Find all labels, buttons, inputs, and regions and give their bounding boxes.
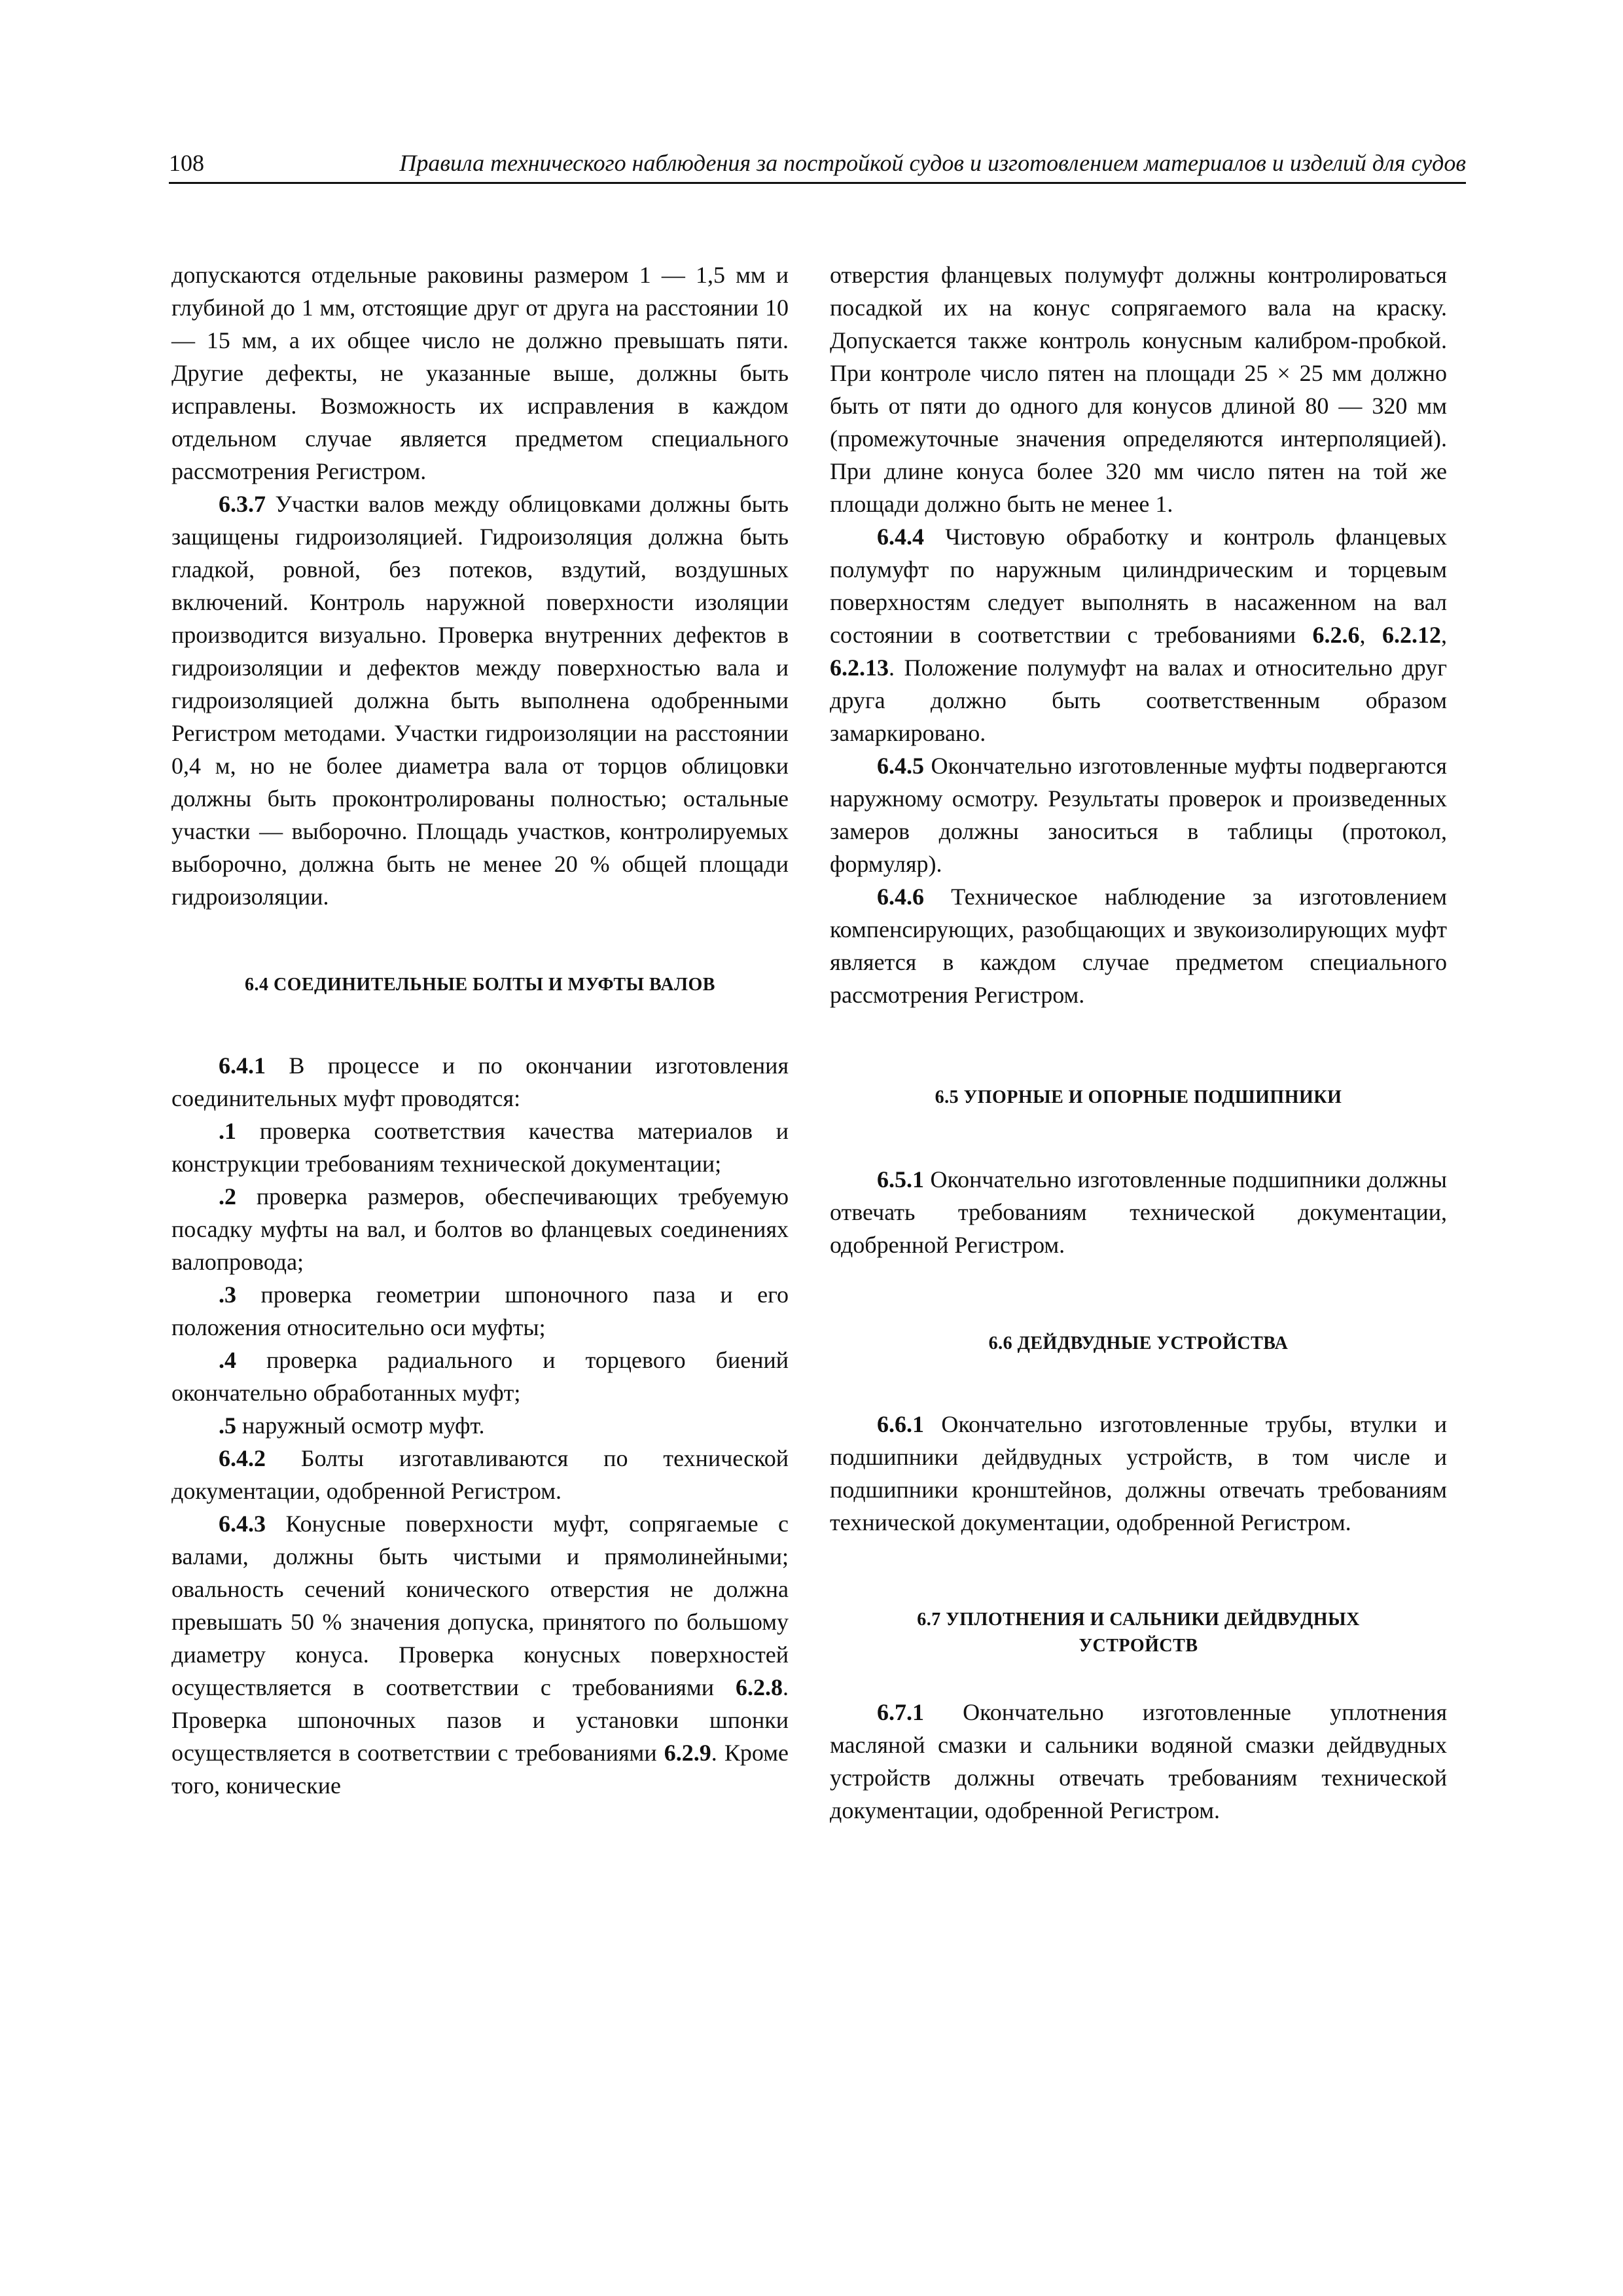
section-heading-6-7 — [830, 1607, 1447, 1659]
paragraph-6-5-1 — [830, 1163, 1447, 1261]
item-number: .2 — [219, 1183, 236, 1210]
heading-line-1: 6.7 УПЛОТНЕНИЯ И САЛЬНИКИ ДЕЙДВУДНЫХ — [917, 1609, 1360, 1630]
list-item-3 — [171, 1278, 789, 1344]
clause-text: Участки валов между облицовками должны быть защищены гидроизоляцией. Гидроизоляция должна быть гладкой, ровной, без потеков, вздутий, воздушных включений. Контроль наружной поверхности изоляции производится визуально. Проверка внутренних дефектов в гидроизоляции и дефектов между поверхностью вала и гидроизоляцией должна быть выполнена одобренными Регистром методами. Участки гидроизоляции на расстоянии 0,4 м, но не более диаметра вала от торцов облицовки должны быть проконтролированы полностью; остальные участки — выборочно. Площадь участков, контролируемых выборочно, должна быть не менее 20 % общей площади гидроизоляции. — [171, 491, 789, 910]
clause-number: 6.4.2 — [219, 1445, 266, 1471]
clause-text: . Кроме того, конические — [171, 1740, 789, 1799]
item-number: .3 — [219, 1282, 236, 1308]
clause-number: 6.5.1 — [877, 1166, 924, 1193]
clause-number: 6.3.7 — [219, 491, 266, 517]
item-text: проверка размеров, обеспечивающих требуемую посадку муфты на вал, и болтов во фланцевых соединениях валопровода; — [171, 1183, 789, 1275]
clause-text: , — [1359, 622, 1382, 648]
page-number: 108 — [169, 150, 204, 176]
list-item-4 — [171, 1344, 789, 1409]
clause-text: В процессе и по окончании изготовления соединительных муфт проводятся: — [171, 1052, 789, 1111]
cross-reference: 6.2.12 — [1382, 622, 1441, 648]
clause-text: Окончательно изготовленные трубы, втулки и подшипники дейдвудных устройств, в том числе и подшипники кронштейнов, должны отвечать требованиям технической документации, одобренной Регистром. — [830, 1411, 1447, 1535]
clause-text: . Положение полумуфт на валах и относительно друг друга должно быть соответственным образом замаркировано. — [830, 655, 1447, 746]
paragraph-6-4-5 — [830, 749, 1447, 880]
clause-number: 6.4.4 — [877, 524, 924, 550]
clause-text: Окончательно изготовленные уплотнения масляной смазки и сальники водяной смазки дейдвудных устройств должны отвечать требованиям технической документации, одобренной Регистром. — [830, 1699, 1447, 1823]
running-header — [169, 143, 1466, 184]
clause-number: 6.7.1 — [877, 1699, 924, 1725]
clause-number: 6.4.3 — [219, 1511, 266, 1537]
right-column — [830, 259, 1447, 1827]
item-number: .4 — [219, 1347, 236, 1373]
item-text: проверка соответствия качества материалов и конструкции требованиям технической документации; — [171, 1118, 789, 1177]
clause-text: , — [1441, 622, 1447, 648]
cross-reference: 6.2.6 — [1312, 622, 1360, 648]
paragraph-continuation: отверстия фланцевых полумуфт должны контролироваться посадкой их на конус сопрягаемого вала на краску. Допускается также контроль конусным калибром-пробкой. При контроле число пятен на площади 25 × 25 мм должно быть от пяти до одного для конусов длиной 80 — 320 мм (промежуточные значения определяются интерполяцией). При длине конуса более 320 мм число пятен на той же площади должно быть не менее 1. — [830, 262, 1447, 517]
paragraph-6-7-1 — [830, 1696, 1447, 1827]
list-item-1 — [171, 1115, 789, 1180]
section-heading-6-6: 6.6 ДЕЙДВУДНЫЕ УСТРОЙСТВА — [988, 1333, 1289, 1354]
running-title: Правила технического наблюдения за постройкой судов и изготовлением материалов и изделий для судов — [399, 150, 1466, 176]
cross-reference: 6.2.8 — [736, 1674, 783, 1700]
clause-text: Техническое наблюдение за изготовлением компенсирующих, разобщающих и звукоизолирующих муфт является в каждом случае предметом специального рассмотрения Регистром. — [830, 884, 1447, 1008]
clause-text: Окончательно изготовленные муфты подвергаются наружному осмотру. Результаты проверок и произведенных замеров должны заноситься в таблицы (протокол, формуляр). — [830, 753, 1447, 877]
section-heading-6-4: 6.4 СОЕДИНИТЕЛЬНЫЕ БОЛТЫ И МУФТЫ ВАЛОВ — [245, 975, 715, 995]
cross-reference: 6.2.9 — [664, 1740, 711, 1766]
item-text: проверка геометрии шпоночного паза и его положения относительно оси муфты; — [171, 1282, 789, 1340]
clause-number: 6.4.6 — [877, 884, 924, 910]
clause-number: 6.4.5 — [877, 753, 924, 779]
paragraph-6-4-6 — [830, 880, 1447, 1011]
clause-text: . Проверка шпоночных пазов и установки шпонки осуществляется в соответствии с требованиями — [171, 1674, 789, 1766]
heading-line-2: УСТРОЙСТВ — [1079, 1636, 1198, 1656]
clause-number: 6.4.1 — [219, 1052, 266, 1079]
item-text: проверка радиального и торцевого биений окончательно обработанных муфт; — [171, 1347, 789, 1406]
section-heading-6-5: 6.5 УПОРНЫЕ И ОПОРНЫЕ ПОДШИПНИКИ — [935, 1087, 1342, 1107]
cross-reference: 6.2.13 — [830, 655, 889, 681]
paragraph-continuation: допускаются отдельные раковины размером 1 — 1,5 мм и глубиной до 1 мм, отстоящие друг от друга на расстоянии 10 — 15 мм, а их общее число не должно превышать пяти. Другие дефекты, не указанные выше, должны быть исправлены. Возможность их исправления в каждом отдельном случае является предметом специального рассмотрения Регистром. — [171, 262, 789, 484]
item-text: наружный осмотр муфт. — [236, 1412, 485, 1439]
paragraph-6-4-4 — [830, 520, 1447, 749]
clause-text: Окончательно изготовленные подшипники должны отвечать требованиям технической документации, одобренной Регистром. — [830, 1166, 1447, 1258]
clause-number: 6.6.1 — [877, 1411, 924, 1437]
paragraph-6-4-3 — [171, 1507, 789, 1802]
paragraph-6-4-1 — [171, 1049, 789, 1115]
paragraph-6-4-2 — [171, 1442, 789, 1507]
clause-text: Чистовую обработку и контроль фланцевых полумуфт по наружным цилиндрическим и торцевым поверхностям следует выполнять в насаженном на вал состоянии в соответствии с требованиями — [830, 524, 1447, 648]
paragraph-6-3-7 — [171, 488, 789, 913]
item-number: .1 — [219, 1118, 236, 1144]
paragraph-6-6-1 — [830, 1408, 1447, 1539]
item-number: .5 — [219, 1412, 236, 1439]
list-item-5 — [171, 1409, 789, 1442]
list-item-2 — [171, 1180, 789, 1278]
left-column — [171, 259, 789, 1802]
clause-text: Конусные поверхности муфт, сопрягаемые с валами, должны быть чистыми и прямолинейными; овальность сечений конического отверстия не должна превышать 50 % значения допуска, принятого по большому диаметру конуса. Проверка конусных поверхностей осуществляется в соответствии с требованиями — [171, 1511, 789, 1700]
clause-text: Болты изготавливаются по технической документации, одобренной Регистром. — [171, 1445, 789, 1504]
